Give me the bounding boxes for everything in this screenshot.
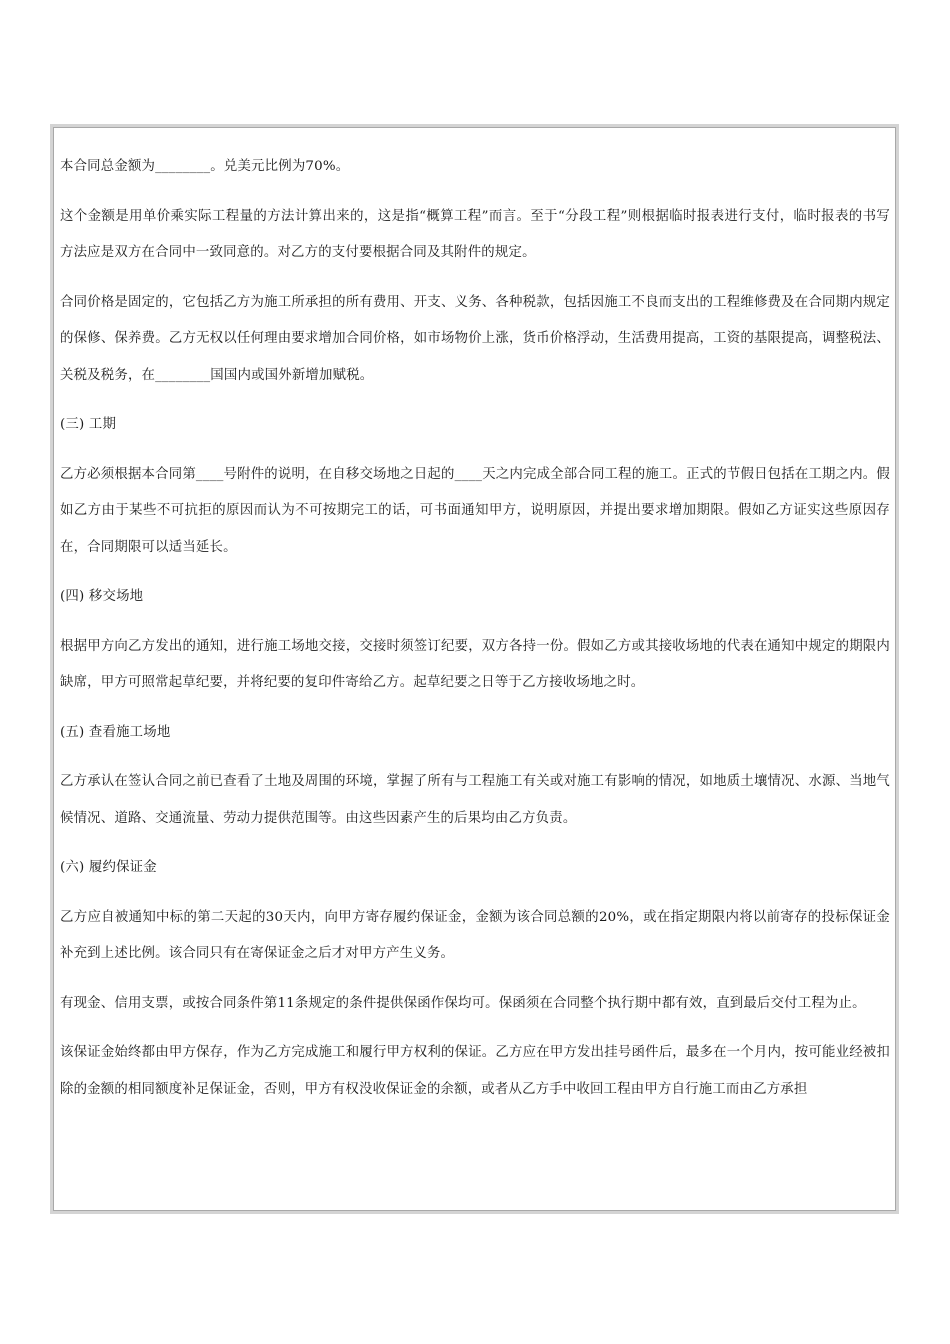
paragraph-site-handover: 根据甲方向乙方发出的通知，进行施工场地交接，交接时须签订纪要，双方各持一份。假如乙方或其接收场地的代表在通知中规定的期限内缺席，甲方可照常起草纪要，并将纪要的复印件寄给乙方。起草纪要之日等于乙方接收场地之时。 bbox=[60, 638, 890, 690]
paragraph-performance-bond: 乙方应自被通知中标的第二天起的30天内，向甲方寄存履约保证金，金额为该合同总额的20%，或在指定期限内将以前寄存的投标保证金补充到上述比例。该合同只有在寄保证金之后才对甲方产生义务。 bbox=[60, 909, 890, 961]
section-heading-site-handover: (四) 移交场地 bbox=[60, 589, 144, 604]
section-heading-duration: (三) 工期 bbox=[60, 417, 117, 432]
section-heading-performance-bond: (六) 履约保证金 bbox=[60, 860, 157, 875]
paragraph-guarantee-forms: 有现金、信用支票，或按合同条件第11条规定的条件提供保函作保均可。保函须在合同整个执行期中都有效，直到最后交付工程为止。 bbox=[60, 995, 866, 1011]
document-frame bbox=[50, 124, 899, 1214]
paragraph-site-inspection: 乙方承认在签认合同之前已查看了土地及周围的环境，掌握了所有与工程施工有关或对施工有影响的情况，如地质土壤情况、水源、当地气候情况、道路、交通流量、劳动力提供范围等。由这些因素产生的后果均由乙方负责。 bbox=[60, 774, 890, 826]
paragraph-fixed-price: 合同价格是固定的，它包括乙方为施工所承担的所有费用、开支、义务、各种税款，包括因施工不良而支出的工程维修费及在合同期内规定的保修、保养费。乙方无权以任何理由要求增加合同价格，如市场物价上涨，货币价格浮动，生活费用提高，工资的基限提高，调整税法、关税及税务，在________国国内或国外新增加赋税。 bbox=[60, 294, 890, 383]
section-heading-site-inspection: (五) 查看施工场地 bbox=[60, 724, 171, 740]
paragraph-bond-custody: 该保证金始终都由甲方保存，作为乙方完成施工和履行甲方权利的保证。乙方应在甲方发出挂号函件后，最多在一个月内，按可能业经被扣除的金额的相同额度补足保证金，否则，甲方有权没收保证金的余额，或者从乙方手中收回工程由甲方自行施工而由乙方承担 bbox=[60, 1045, 890, 1097]
paragraph-total-amount: 本合同总金额为________。兑美元比例为70%。 bbox=[60, 159, 350, 174]
document-body bbox=[60, 149, 890, 1108]
paragraph-duration: 乙方必须根据本合同第____号附件的说明，在自移交场地之日起的____天之内完成全部合同工程的施工。正式的节假日包括在工期之内。假如乙方由于某些不可抗拒的原因而认为不可按期完工的话，可书面通知甲方，说明原因，并提出要求增加期限。假如乙方证实这些原因存在，合同期限可以适当延长。 bbox=[60, 466, 890, 555]
paragraph-amount-calculation: 这个金额是用单价乘实际工程量的方法计算出来的，这是指“概算工程”而言。至于“分段工程”则根据临时报表进行支付，临时报表的书写方法应是双方在合同中一致同意的。对乙方的支付要根据合同及其附件的规定。 bbox=[60, 208, 890, 260]
